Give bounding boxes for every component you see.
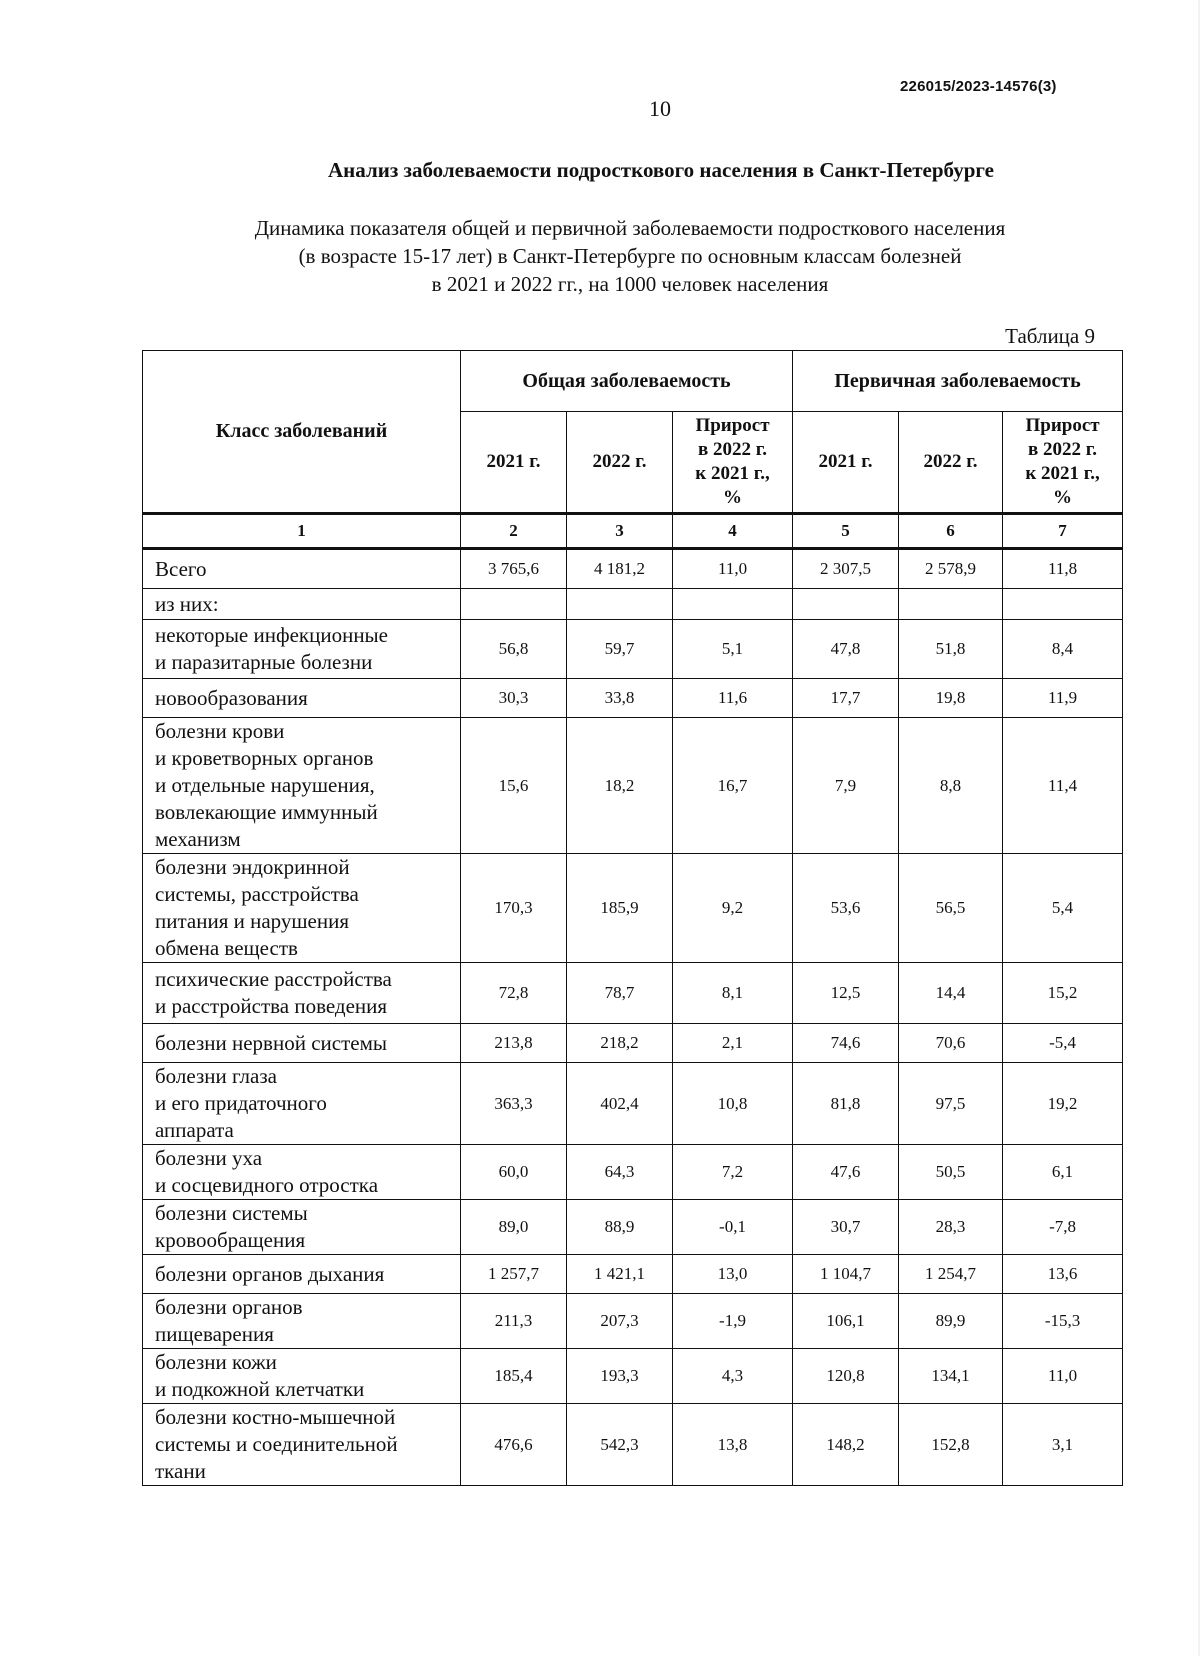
header-primary-2021: 2021 г. xyxy=(793,412,899,514)
cell-general-growth: 7,2 xyxy=(673,1145,793,1200)
table-row xyxy=(143,1294,1123,1349)
disease-class-name: болезни глаза и его придаточного аппарата xyxy=(143,1063,461,1145)
growth-line: % xyxy=(723,487,743,508)
cell-primary-growth: 11,4 xyxy=(1003,718,1123,854)
cell-primary-growth xyxy=(1003,589,1123,620)
subtitle-line: в 2021 и 2022 гг., на 1000 человек населения xyxy=(431,272,829,296)
cell-primary-2022: 89,9 xyxy=(899,1294,1003,1349)
cell-general-growth: 8,1 xyxy=(673,963,793,1024)
cell-general-growth: 2,1 xyxy=(673,1024,793,1063)
morbidity-table xyxy=(142,350,1123,1486)
growth-line: к 2021 г., xyxy=(1025,463,1100,484)
subtitle-line: (в возрасте 15-17 лет) в Санкт-Петербурге по основным классам болезней xyxy=(298,244,962,268)
column-number: 4 xyxy=(673,514,793,549)
cell-general-2022: 4 181,2 xyxy=(567,549,673,589)
cell-primary-2021: 47,8 xyxy=(793,620,899,679)
column-number: 2 xyxy=(461,514,567,549)
cell-primary-growth: 11,0 xyxy=(1003,1349,1123,1404)
cell-primary-growth: -15,3 xyxy=(1003,1294,1123,1349)
cell-general-growth: 4,3 xyxy=(673,1349,793,1404)
cell-general-2022 xyxy=(567,589,673,620)
table-row xyxy=(143,1063,1123,1145)
header-general-2022: 2022 г. xyxy=(567,412,673,514)
cell-primary-2022: 1 254,7 xyxy=(899,1255,1003,1294)
table-row xyxy=(143,549,1123,589)
cell-general-2021: 15,6 xyxy=(461,718,567,854)
growth-line: в 2022 г. xyxy=(1028,439,1098,460)
table-row xyxy=(143,589,1123,620)
cell-general-2022: 207,3 xyxy=(567,1294,673,1349)
cell-general-growth xyxy=(673,589,793,620)
cell-general-2022: 1 421,1 xyxy=(567,1255,673,1294)
cell-primary-growth: 13,6 xyxy=(1003,1255,1123,1294)
cell-primary-2021: 30,7 xyxy=(793,1200,899,1255)
cell-general-2021: 56,8 xyxy=(461,620,567,679)
cell-general-2021: 1 257,7 xyxy=(461,1255,567,1294)
cell-general-2022: 64,3 xyxy=(567,1145,673,1200)
cell-general-growth: 11,0 xyxy=(673,549,793,589)
cell-primary-2022: 51,8 xyxy=(899,620,1003,679)
header-disease-class: Класс заболеваний xyxy=(143,351,461,514)
cell-general-2022: 59,7 xyxy=(567,620,673,679)
cell-primary-2022: 70,6 xyxy=(899,1024,1003,1063)
table-row xyxy=(143,963,1123,1024)
table-row xyxy=(143,620,1123,679)
growth-line: в 2022 г. xyxy=(698,439,768,460)
cell-primary-2022: 50,5 xyxy=(899,1145,1003,1200)
disease-class-name: болезни органов дыхания xyxy=(143,1255,461,1294)
table-row xyxy=(143,854,1123,963)
disease-class-name: болезни крови и кроветворных органов и отдельные нарушения, вовлекающие иммунный механизм xyxy=(143,718,461,854)
table-row xyxy=(143,1200,1123,1255)
cell-general-2021: 363,3 xyxy=(461,1063,567,1145)
column-number: 6 xyxy=(899,514,1003,549)
header-primary-morbidity: Первичная заболеваемость xyxy=(793,351,1123,412)
disease-class-name: новообразования xyxy=(143,679,461,718)
column-number: 3 xyxy=(567,514,673,549)
disease-class-name: болезни нервной системы xyxy=(143,1024,461,1063)
cell-general-2021: 89,0 xyxy=(461,1200,567,1255)
cell-primary-2021: 148,2 xyxy=(793,1404,899,1486)
cell-primary-growth: 15,2 xyxy=(1003,963,1123,1024)
cell-primary-2021: 2 307,5 xyxy=(793,549,899,589)
cell-general-2021: 170,3 xyxy=(461,854,567,963)
cell-general-2022: 18,2 xyxy=(567,718,673,854)
cell-primary-2021: 53,6 xyxy=(793,854,899,963)
cell-primary-2021: 81,8 xyxy=(793,1063,899,1145)
table-row xyxy=(143,1255,1123,1294)
cell-primary-2021: 120,8 xyxy=(793,1349,899,1404)
table-row xyxy=(143,1145,1123,1200)
cell-primary-2022: 152,8 xyxy=(899,1404,1003,1486)
cell-primary-2021: 12,5 xyxy=(793,963,899,1024)
cell-primary-growth: 3,1 xyxy=(1003,1404,1123,1486)
cell-general-2021: 30,3 xyxy=(461,679,567,718)
cell-primary-2022: 19,8 xyxy=(899,679,1003,718)
cell-primary-growth: 19,2 xyxy=(1003,1063,1123,1145)
cell-general-2021: 185,4 xyxy=(461,1349,567,1404)
disease-class-name: болезни уха и сосцевидного отростка xyxy=(143,1145,461,1200)
column-number: 7 xyxy=(1003,514,1123,549)
cell-primary-2021 xyxy=(793,589,899,620)
header-general-morbidity: Общая заболеваемость xyxy=(461,351,793,412)
cell-general-2022: 185,9 xyxy=(567,854,673,963)
disease-class-name: некоторые инфекционные и паразитарные болезни xyxy=(143,620,461,679)
subtitle-line: Динамика показателя общей и первичной заболеваемости подросткового населения xyxy=(254,216,1006,240)
header-general-growth xyxy=(673,412,793,514)
cell-general-2021: 476,6 xyxy=(461,1404,567,1486)
cell-primary-2022: 2 578,9 xyxy=(899,549,1003,589)
cell-primary-growth: 11,9 xyxy=(1003,679,1123,718)
disease-class-name: болезни органов пищеварения xyxy=(143,1294,461,1349)
cell-general-2021: 60,0 xyxy=(461,1145,567,1200)
cell-general-2021: 72,8 xyxy=(461,963,567,1024)
table-row xyxy=(143,718,1123,854)
document-id: 226015/2023-14576(3) xyxy=(900,78,1057,95)
cell-general-2022: 542,3 xyxy=(567,1404,673,1486)
table-row xyxy=(143,1349,1123,1404)
table-row xyxy=(143,679,1123,718)
cell-primary-2022: 28,3 xyxy=(899,1200,1003,1255)
cell-primary-2022: 56,5 xyxy=(899,854,1003,963)
cell-primary-2022: 8,8 xyxy=(899,718,1003,854)
cell-general-2021: 3 765,6 xyxy=(461,549,567,589)
disease-class-name: болезни системы кровообращения xyxy=(143,1200,461,1255)
cell-general-2021: 211,3 xyxy=(461,1294,567,1349)
cell-primary-growth: 6,1 xyxy=(1003,1145,1123,1200)
cell-general-growth: 16,7 xyxy=(673,718,793,854)
cell-general-2022: 193,3 xyxy=(567,1349,673,1404)
cell-primary-2022: 134,1 xyxy=(899,1349,1003,1404)
disease-class-name: психические расстройства и расстройства поведения xyxy=(143,963,461,1024)
disease-class-name: болезни костно-мышечной системы и соединительной ткани xyxy=(143,1404,461,1486)
page-number: 10 xyxy=(649,96,671,121)
cell-primary-2021: 17,7 xyxy=(793,679,899,718)
table-caption: Таблица 9 xyxy=(1005,324,1095,348)
cell-general-growth: -0,1 xyxy=(673,1200,793,1255)
disease-class-name: Всего xyxy=(143,549,461,589)
table-body xyxy=(143,514,1123,1486)
cell-primary-2021: 47,6 xyxy=(793,1145,899,1200)
disease-class-name: из них: xyxy=(143,589,461,620)
header-primary-2022: 2022 г. xyxy=(899,412,1003,514)
column-number: 1 xyxy=(143,514,461,549)
table-row xyxy=(143,1404,1123,1486)
cell-general-2021 xyxy=(461,589,567,620)
growth-line: Прирост xyxy=(695,415,770,436)
cell-primary-2022 xyxy=(899,589,1003,620)
disease-class-name: болезни эндокринной системы, расстройства питания и нарушения обмена веществ xyxy=(143,854,461,963)
table-row xyxy=(143,1024,1123,1063)
growth-line: % xyxy=(1053,487,1073,508)
growth-line: Прирост xyxy=(1025,415,1100,436)
cell-primary-growth: -7,8 xyxy=(1003,1200,1123,1255)
cell-primary-2021: 74,6 xyxy=(793,1024,899,1063)
cell-general-2022: 402,4 xyxy=(567,1063,673,1145)
cell-general-2022: 218,2 xyxy=(567,1024,673,1063)
cell-primary-2021: 106,1 xyxy=(793,1294,899,1349)
cell-general-growth: 5,1 xyxy=(673,620,793,679)
cell-general-growth: 9,2 xyxy=(673,854,793,963)
cell-general-2022: 78,7 xyxy=(567,963,673,1024)
page-title: Анализ заболеваемости подросткового населения в Санкт-Петербурге xyxy=(328,158,994,182)
cell-general-growth: 10,8 xyxy=(673,1063,793,1145)
cell-primary-growth: 5,4 xyxy=(1003,854,1123,963)
cell-primary-2022: 97,5 xyxy=(899,1063,1003,1145)
cell-general-growth: 13,0 xyxy=(673,1255,793,1294)
cell-primary-growth: -5,4 xyxy=(1003,1024,1123,1063)
cell-general-growth: -1,9 xyxy=(673,1294,793,1349)
cell-general-growth: 11,6 xyxy=(673,679,793,718)
cell-general-2022: 88,9 xyxy=(567,1200,673,1255)
cell-general-2021: 213,8 xyxy=(461,1024,567,1063)
column-number-row xyxy=(143,514,1123,549)
column-number: 5 xyxy=(793,514,899,549)
cell-primary-2021: 1 104,7 xyxy=(793,1255,899,1294)
growth-line: к 2021 г., xyxy=(695,463,770,484)
header-primary-growth xyxy=(1003,412,1123,514)
cell-primary-growth: 11,8 xyxy=(1003,549,1123,589)
header-general-2021: 2021 г. xyxy=(461,412,567,514)
cell-primary-2022: 14,4 xyxy=(899,963,1003,1024)
cell-general-growth: 13,8 xyxy=(673,1404,793,1486)
cell-primary-growth: 8,4 xyxy=(1003,620,1123,679)
cell-general-2022: 33,8 xyxy=(567,679,673,718)
cell-primary-2021: 7,9 xyxy=(793,718,899,854)
disease-class-name: болезни кожи и подкожной клетчатки xyxy=(143,1349,461,1404)
table-subtitle xyxy=(100,214,1160,298)
